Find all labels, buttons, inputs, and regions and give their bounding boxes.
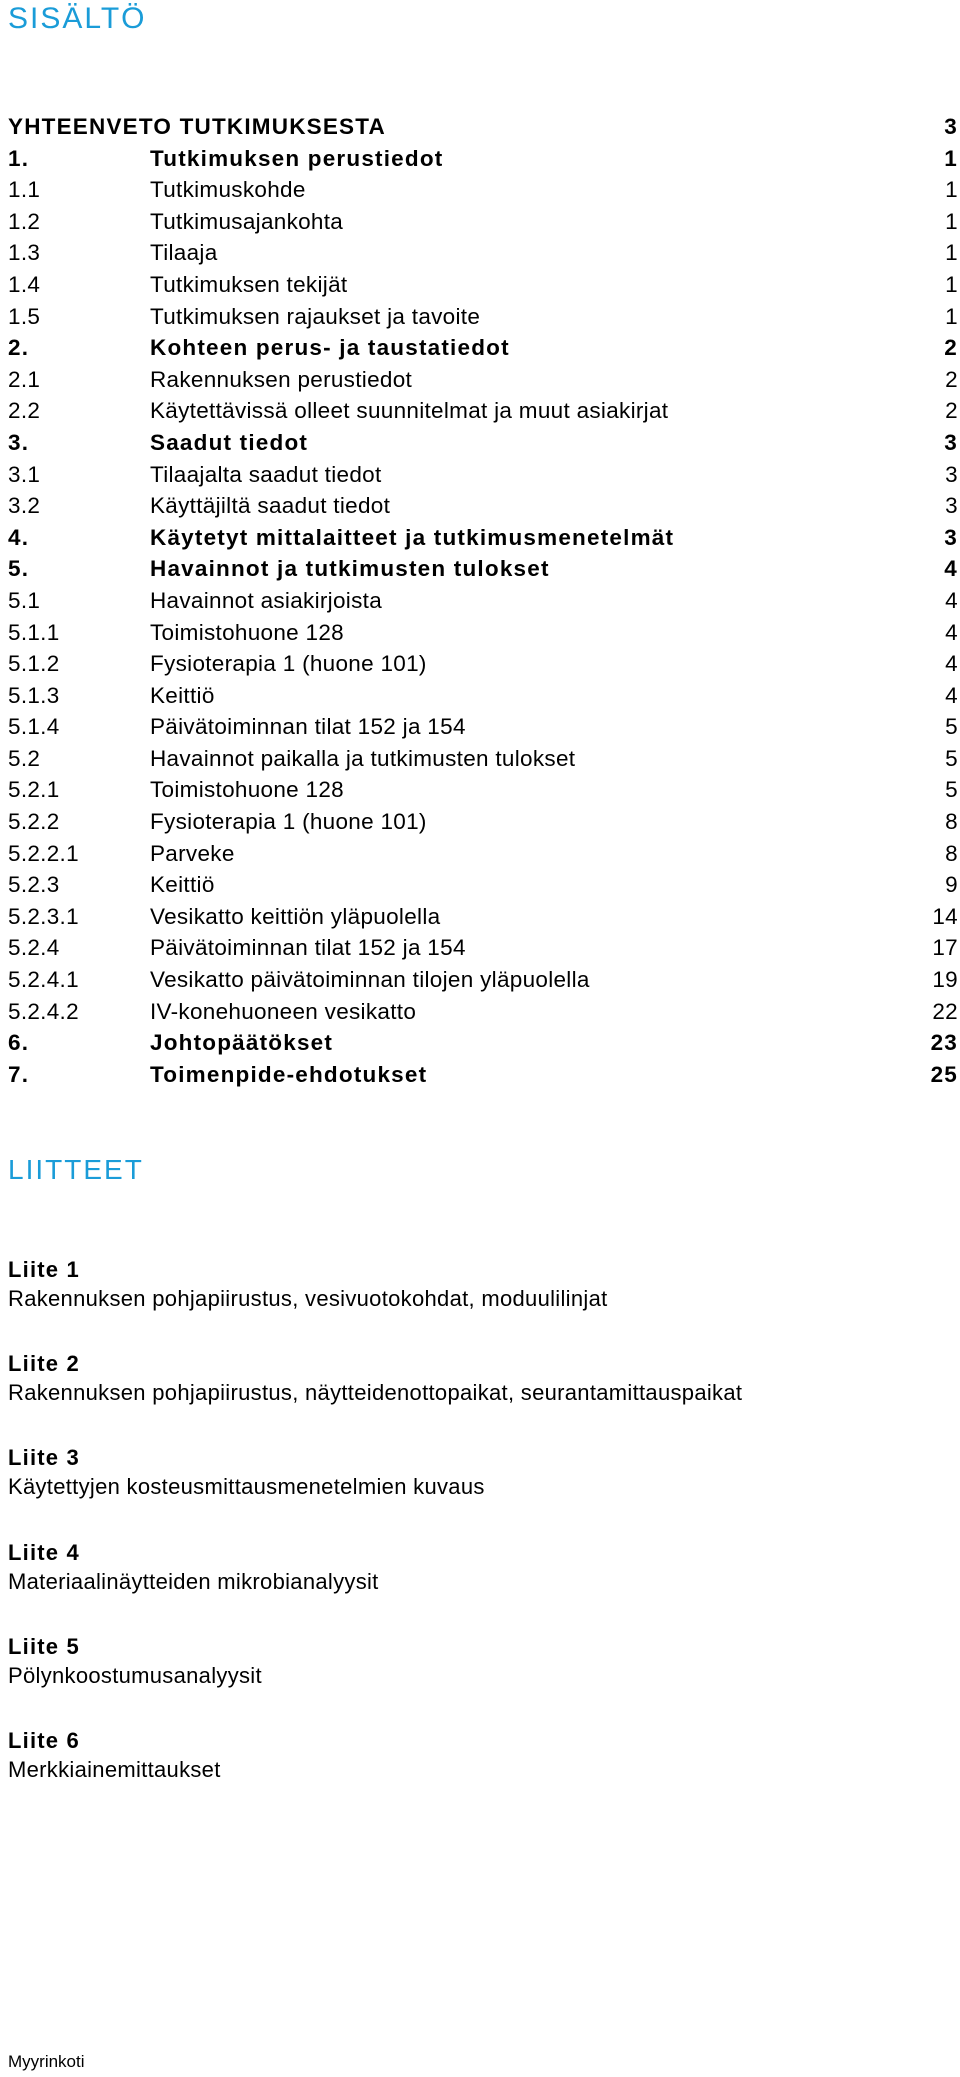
appendix-label: Liite 2 xyxy=(8,1351,80,1377)
toc-number: 5.1.3 xyxy=(8,682,60,708)
toc-number: 5.1.2 xyxy=(8,651,60,677)
toc-row xyxy=(8,711,958,743)
appendix-item xyxy=(8,1633,948,1727)
toc-number: 5.2.2.1 xyxy=(8,840,79,866)
toc-title: Päivätoiminnan tilat 152 ja 154 xyxy=(150,935,466,961)
toc-title: Fysioterapia 1 (huone 101) xyxy=(150,809,427,835)
appendix-label: Liite 3 xyxy=(8,1445,80,1471)
appendix-label: Liite 1 xyxy=(8,1257,80,1282)
toc-row xyxy=(8,901,958,933)
toc-page-number: 3 xyxy=(944,114,958,139)
toc-page-number: 5 xyxy=(945,777,958,803)
toc-row xyxy=(8,838,958,870)
appendix-item xyxy=(8,1444,948,1538)
toc-number: 1.4 xyxy=(8,271,41,297)
appendix-item xyxy=(8,1256,948,1350)
toc-row xyxy=(8,269,958,301)
toc-row xyxy=(8,174,958,206)
toc-number: 6. xyxy=(8,1030,30,1056)
toc-page-number: 4 xyxy=(945,587,958,613)
toc-row xyxy=(8,774,958,806)
toc-title: Havainnot ja tutkimusten tulokset xyxy=(150,556,550,582)
toc-row xyxy=(8,1059,958,1091)
toc-number: 1.1 xyxy=(8,177,41,203)
toc-title: Tilaaja xyxy=(150,240,218,266)
toc-row xyxy=(8,237,958,269)
toc-row xyxy=(8,585,958,617)
toc-page-number: 19 xyxy=(932,967,958,993)
toc-title: Toimenpide-ehdotukset xyxy=(150,1061,428,1087)
appendix-label: Liite 6 xyxy=(8,1727,80,1753)
appendices-title: LIITTEET xyxy=(8,1154,144,1185)
toc-number: 5.1.1 xyxy=(8,619,60,645)
toc-number: 2.2 xyxy=(8,398,41,424)
toc-page-number: 3 xyxy=(945,461,958,487)
toc-number: 5.2 xyxy=(8,745,41,771)
toc-number: 2. xyxy=(8,335,30,361)
toc-page-number: 5 xyxy=(945,745,958,771)
appendix-description: Rakennuksen pohjapiirustus, näytteidenottopaikat, seurantamittauspaikat xyxy=(8,1380,743,1406)
toc-page-number: 3 xyxy=(945,493,958,519)
toc-number: 4. xyxy=(8,524,30,550)
footer-text: Myyrinkoti xyxy=(8,2052,85,2071)
toc-row xyxy=(8,553,958,585)
toc-row xyxy=(8,806,958,838)
toc-row xyxy=(8,143,958,175)
toc-title: Tutkimuksen perustiedot xyxy=(150,145,444,171)
toc-row xyxy=(8,364,958,396)
toc-page-number: 1 xyxy=(945,177,958,203)
toc-row xyxy=(8,996,958,1028)
toc-row xyxy=(8,932,958,964)
appendix-description: Materiaalinäytteiden mikrobianalyysit xyxy=(8,1568,379,1594)
toc-title: Toimistohuone 128 xyxy=(150,777,344,803)
toc-number: 5.2.3 xyxy=(8,872,60,898)
toc-row xyxy=(8,427,958,459)
toc-row xyxy=(8,1027,958,1059)
toc-title: Havainnot paikalla ja tutkimusten tulokset xyxy=(150,745,576,771)
toc-number: 1.5 xyxy=(8,303,41,329)
toc-page-number: 3 xyxy=(944,429,958,455)
toc-page-number: 2 xyxy=(944,335,958,361)
toc-title: Kohteen perus- ja taustatiedot xyxy=(150,335,510,361)
appendix-description: Pölynkoostumusanalyysit xyxy=(8,1662,262,1688)
toc-title: Vesikatto keittiön yläpuolella xyxy=(150,903,441,929)
toc-row xyxy=(8,648,958,680)
appendix-item xyxy=(8,1539,948,1633)
toc-page-number: 2 xyxy=(945,366,958,392)
toc-title: Tutkimuksen rajaukset ja tavoite xyxy=(150,303,481,329)
toc-row xyxy=(8,301,958,333)
toc-title: Keittiö xyxy=(150,872,215,898)
toc-number: 5.2.4 xyxy=(8,935,60,961)
toc-page-number: 1 xyxy=(945,303,958,329)
toc-number: YHTEENVETO TUTKIMUKSESTA xyxy=(8,114,386,139)
toc-row xyxy=(8,332,958,364)
toc-row xyxy=(8,869,958,901)
toc-title: Tilaajalta saadut tiedot xyxy=(150,461,382,487)
toc-title: Käytetyt mittalaitteet ja tutkimusmenetelmät xyxy=(150,524,675,550)
toc-number: 5.2.2 xyxy=(8,809,60,835)
toc-page-number: 2 xyxy=(945,398,958,424)
toc-row xyxy=(8,459,958,491)
toc-page-number: 4 xyxy=(945,651,958,677)
toc-title: Päivätoiminnan tilat 152 ja 154 xyxy=(150,714,466,740)
page-title: SISÄLTÖ xyxy=(8,2,147,35)
toc-row xyxy=(8,206,958,238)
toc-row xyxy=(8,490,958,522)
toc-page-number: 4 xyxy=(945,682,958,708)
toc-number: 5.2.4.2 xyxy=(8,998,79,1024)
appendix-label: Liite 5 xyxy=(8,1633,80,1659)
toc-page-number: 22 xyxy=(932,998,958,1024)
appendix-description: Käytettyjen kosteusmittausmenetelmien kuvaus xyxy=(8,1474,485,1500)
toc-title: Vesikatto päivätoiminnan tilojen yläpuolella xyxy=(150,967,590,993)
toc-number: 5.2.3.1 xyxy=(8,903,79,929)
toc-page-number: 25 xyxy=(930,1061,958,1087)
toc-title: Käyttäjiltä saadut tiedot xyxy=(150,493,391,519)
toc-number: 5.2.1 xyxy=(8,777,60,803)
toc-row xyxy=(8,111,958,143)
toc-row xyxy=(8,617,958,649)
toc-page-number: 23 xyxy=(930,1030,958,1056)
toc-page-number: 17 xyxy=(932,935,958,961)
toc-row xyxy=(8,680,958,712)
toc-page-number: 9 xyxy=(945,872,958,898)
toc-number: 1.3 xyxy=(8,240,41,266)
appendix-label: Liite 4 xyxy=(8,1539,80,1565)
toc-title: Rakennuksen perustiedot xyxy=(150,366,413,392)
toc-title: IV-konehuoneen vesikatto xyxy=(150,998,417,1024)
toc-row xyxy=(8,964,958,996)
toc-number: 5. xyxy=(8,556,30,582)
toc-page-number: 1 xyxy=(945,240,958,266)
appendix-item xyxy=(8,1350,948,1444)
table-of-contents xyxy=(8,111,958,1090)
toc-page-number: 1 xyxy=(944,145,958,171)
toc-title: Johtopäätökset xyxy=(150,1030,334,1056)
appendix-item xyxy=(8,1727,948,1821)
toc-number: 1.2 xyxy=(8,208,41,234)
toc-title: Fysioterapia 1 (huone 101) xyxy=(150,651,427,677)
toc-number: 2.1 xyxy=(8,366,41,392)
toc-page-number: 8 xyxy=(945,840,958,866)
toc-title: Tutkimuksen tekijät xyxy=(150,271,348,297)
toc-title: Tutkimusajankohta xyxy=(150,208,344,234)
toc-page-number: 8 xyxy=(945,809,958,835)
toc-number: 5.1.4 xyxy=(8,714,60,740)
toc-page-number: 3 xyxy=(944,524,958,550)
toc-number: 5.2.4.1 xyxy=(8,967,79,993)
toc-page-number: 5 xyxy=(945,714,958,740)
toc-number: 5.1 xyxy=(8,587,41,613)
appendix-description: Merkkiainemittaukset xyxy=(8,1756,221,1782)
toc-page-number: 4 xyxy=(944,556,958,582)
toc-title: Keittiö xyxy=(150,682,215,708)
toc-page-number: 4 xyxy=(945,619,958,645)
toc-row xyxy=(8,395,958,427)
toc-number: 3. xyxy=(8,429,30,455)
toc-number: 7. xyxy=(8,1061,30,1087)
toc-title: Havainnot asiakirjoista xyxy=(150,587,383,613)
toc-page-number: 1 xyxy=(945,271,958,297)
appendices-list xyxy=(8,1256,948,1821)
toc-page-number: 14 xyxy=(932,903,958,929)
toc-number: 1. xyxy=(8,145,30,171)
toc-title: Käytettävissä olleet suunnitelmat ja muut asiakirjat xyxy=(150,398,669,424)
toc-page-number: 1 xyxy=(945,208,958,234)
appendix-description: Rakennuksen pohjapiirustus, vesivuotokohdat, moduulilinjat xyxy=(8,1286,608,1311)
toc-title: Toimistohuone 128 xyxy=(150,619,344,645)
toc-number: 3.2 xyxy=(8,493,41,519)
toc-row xyxy=(8,743,958,775)
toc-title: Tutkimuskohde xyxy=(150,177,306,203)
toc-title: Parveke xyxy=(150,840,235,866)
toc-number: 3.1 xyxy=(8,461,41,487)
toc-title: Saadut tiedot xyxy=(150,429,309,455)
toc-row xyxy=(8,522,958,554)
